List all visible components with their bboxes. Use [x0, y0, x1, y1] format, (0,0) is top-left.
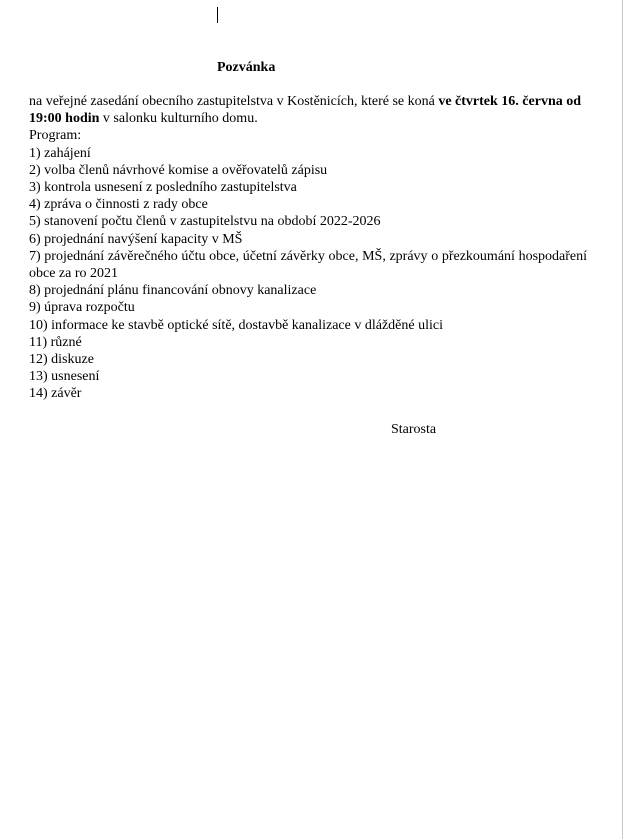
program-item: 4) zpráva o činnosti z rady obce: [29, 197, 208, 213]
program-item: 11) různé: [29, 334, 82, 350]
program-item: 7) projednání závěrečného účtu obce, účetní závěrky obce, MŠ, zprávy o přezkoumání hospodaření obce za ro 2021: [29, 248, 587, 282]
program-item: 5) stanovení počtu členů v zastupitelstvu na období 2022-2026: [29, 214, 381, 230]
program-item: 10) informace ke stavbě optické sítě, dostavbě kanalizace v dlážděné ulici: [29, 317, 443, 333]
intro-text-2: v salonku kulturního domu.: [99, 111, 258, 127]
intro-paragraph: [29, 93, 587, 127]
program-item: 9) úprava rozpočtu: [29, 300, 135, 316]
program-item: 2) volba členů návrhové komise a ověřovatelů zápisu: [29, 162, 328, 178]
document-body: [29, 93, 587, 403]
document-title: Pozvánka: [217, 60, 276, 75]
signature: Starosta: [391, 422, 437, 437]
intro-date-time: ve čtvrtek 16. června od 19:00 hodin: [29, 94, 582, 127]
intro-text-1: na veřejné zasedání obecního zastupitelstva v Kostěnicích, které se koná: [29, 94, 439, 109]
program-item: 3) kontrola usnesení z posledního zastupitelstva: [29, 180, 297, 196]
program-item: 1) zahájení: [29, 145, 91, 161]
program-item: 6) projednání navýšení kapacity v MŠ: [29, 231, 243, 247]
program-item: 8) projednání plánu financování obnovy kanalizace: [29, 283, 317, 299]
text-cursor: [217, 7, 218, 23]
program-item: 12) diskuze: [29, 352, 94, 368]
program-label: Program:: [29, 128, 82, 144]
program-item: 14) závěr: [29, 386, 82, 402]
program-item: 13) usnesení: [29, 369, 100, 385]
